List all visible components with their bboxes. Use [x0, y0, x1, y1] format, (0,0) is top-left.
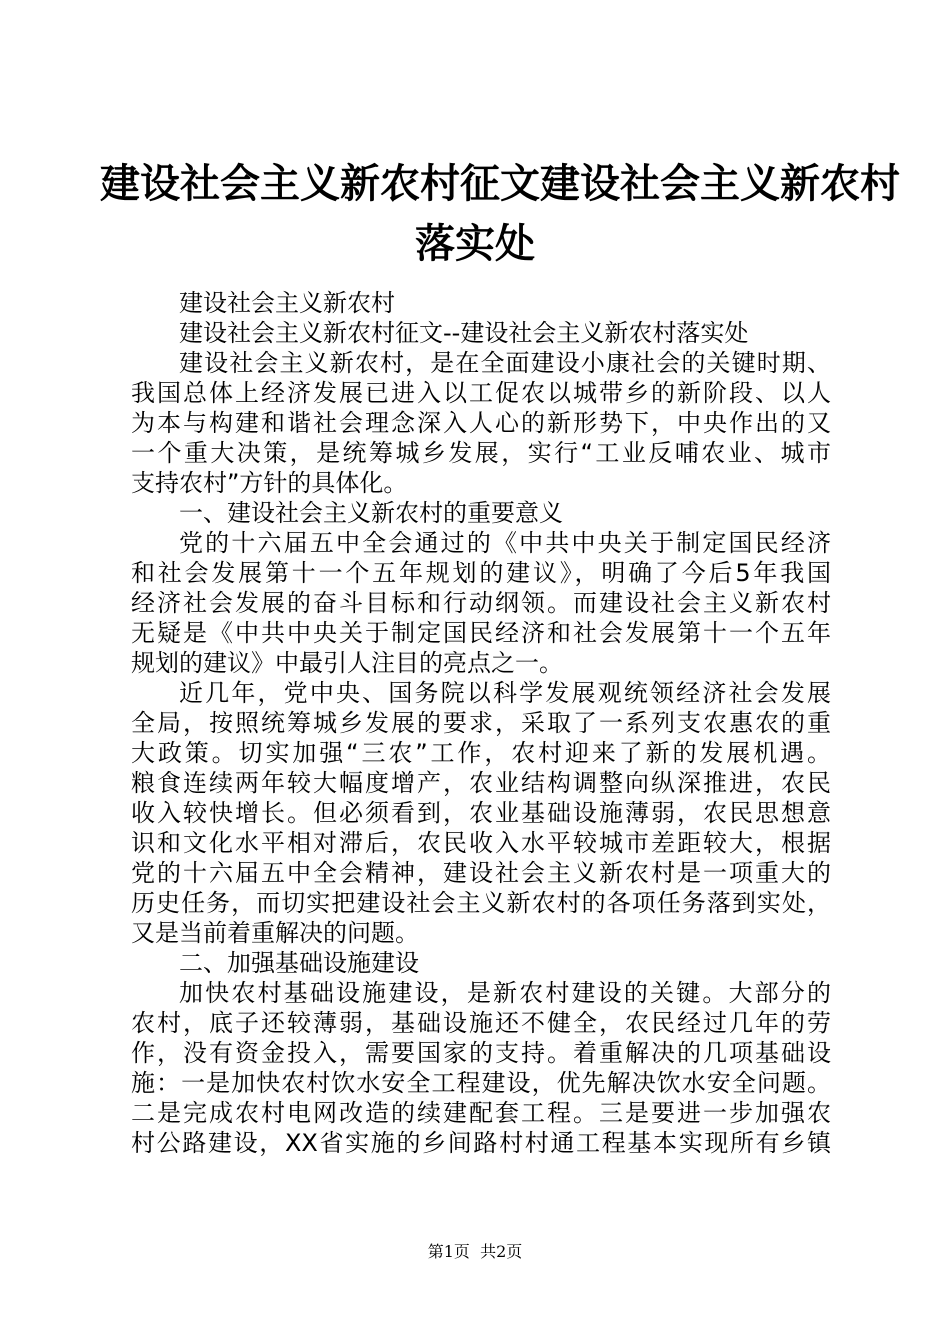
body-line: 大政策。切实加强“三农”工作，农村迎来了新的发展机遇。 — [131, 739, 831, 767]
body-line: 经济社会发展的奋斗目标和行动纲领。而建设社会主义新农村 — [131, 589, 831, 617]
body-line: 全局，按照统筹城乡发展的要求，采取了一系列支农惠农的重 — [131, 709, 831, 737]
body-line: 无疑是《中共中央关于制定国民经济和社会发展第十一个五年 — [131, 619, 831, 647]
body-line: 粮食连续两年较大幅度增产，农业结构调整向纵深推进，农民 — [131, 769, 831, 797]
body-line: 支持农村”方针的具体化。 — [131, 469, 408, 497]
page-total: 共2页 — [480, 1242, 523, 1261]
body-line: 建设社会主义新农村 — [179, 289, 395, 317]
body-line: 党的十六届五中全会精神，建设社会主义新农村是一项重大的 — [131, 859, 831, 887]
page-footer — [0, 1242, 950, 1262]
body-line: 规划的建议》中最引人注目的亮点之一。 — [131, 649, 563, 677]
body-line: 二是完成农村电网改造的续建配套工程。三是要进一步加强农 — [131, 1099, 831, 1127]
page-number: 第1页 — [427, 1242, 470, 1261]
section-heading: 一、建设社会主义新农村的重要意义 — [179, 499, 563, 527]
body-line: 农村，底子还较薄弱，基础设施还不健全，农民经过几年的劳 — [131, 1009, 831, 1037]
document-body — [131, 288, 831, 1158]
body-line: 近几年，党中央、国务院以科学发展观统领经济社会发展 — [179, 679, 831, 707]
body-line: 历史任务，而切实把建设社会主义新农村的各项任务落到实处， — [131, 889, 831, 917]
body-line: 一个重大决策，是统筹城乡发展，实行“工业反哺农业、城市 — [131, 439, 831, 467]
section-heading: 二、加强基础设施建设 — [179, 949, 419, 977]
body-line: 和社会发展第十一个五年规划的建议》，明确了今后5年我国 — [131, 559, 831, 587]
body-line: 加快农村基础设施建设，是新农村建设的关键。大部分的 — [179, 979, 831, 1007]
document-title-line-1: 建设社会主义新农村征文建设社会主义新农村 — [100, 160, 900, 207]
body-line: 收入较快增长。但必须看到，农业基础设施薄弱，农民思想意 — [131, 799, 831, 827]
document-title-line-2: 落实处 — [415, 220, 535, 267]
body-line: 村公路建设，XX省实施的乡间路村村通工程基本实现所有乡镇 — [131, 1129, 831, 1157]
body-line: 为本与构建和谐社会理念深入人心的新形势下，中央作出的又 — [131, 409, 831, 437]
body-line: 建设社会主义新农村征文--建设社会主义新农村落实处 — [179, 319, 749, 347]
body-line: 党的十六届五中全会通过的《中共中央关于制定国民经济 — [179, 529, 831, 557]
body-line: 作，没有资金投入，需要国家的支持。着重解决的几项基础设 — [131, 1039, 831, 1067]
body-line: 识和文化水平相对滞后，农民收入水平较城市差距较大，根据 — [131, 829, 831, 857]
body-line: 我国总体上经济发展已进入以工促农以城带乡的新阶段、以人 — [131, 379, 831, 407]
body-line: 建设社会主义新农村，是在全面建设小康社会的关键时期、 — [179, 349, 831, 377]
body-line: 施：一是加快农村饮水安全工程建设，优先解决饮水安全问题。 — [131, 1069, 831, 1097]
body-line: 又是当前着重解决的问题。 — [131, 919, 419, 947]
